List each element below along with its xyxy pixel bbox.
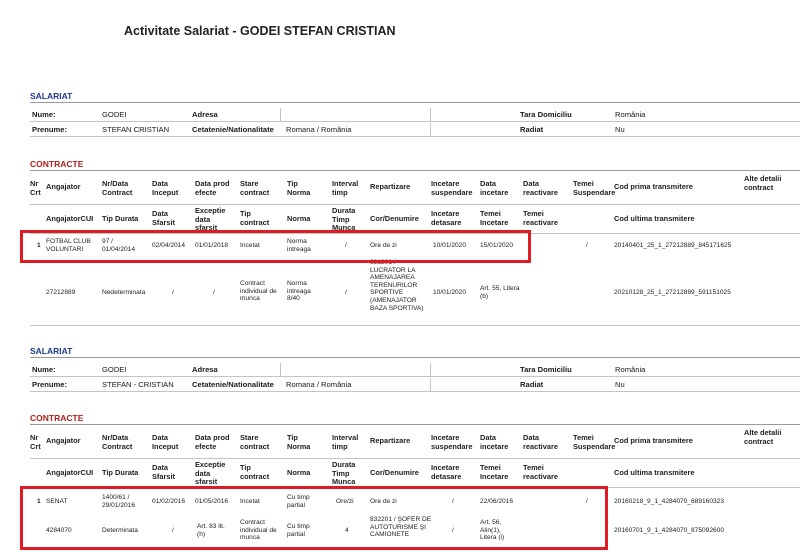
h-tip-contract: Tip contract	[240, 209, 270, 227]
h-interval-timp: Interval timp	[332, 179, 359, 197]
value-tara: România	[615, 110, 646, 119]
cell-incetare-det: 10/01/2020	[433, 289, 467, 296]
h-temei-reactivare: Temei reactivare	[523, 209, 558, 227]
label-radiat: Radiat	[520, 380, 544, 389]
section-salariat: SALARIAT	[30, 346, 800, 358]
cell-tip-norma: Norma intreaga	[287, 238, 311, 253]
cell-cod-prima: 20140401_25_1_27212889_845171625	[614, 242, 732, 249]
table-row	[30, 236, 800, 258]
cell-data-reactivare: /	[586, 242, 588, 249]
h-nr-crt: Nr Crt	[30, 179, 41, 197]
cell-temei-incetare: Art. 56, Alin(1), Litera (i)	[480, 519, 505, 542]
label-prenume: Prenume:	[32, 125, 68, 134]
cell-data-prod: 01/05/2016	[195, 498, 229, 505]
section-contracte: CONTRACTE	[30, 159, 800, 171]
h-norma: Norma	[287, 214, 311, 223]
h-temei-incetare: Temei Incetare	[480, 209, 509, 227]
cell-cor: 832201 / ŞOFER DE AUTOTURISME ŞI CAMIONETE	[370, 516, 432, 539]
cell-tip-contract: Contract individual de munca	[240, 519, 277, 542]
h-data-prod-efecte: Data prod efecte	[195, 179, 230, 197]
h-repartizare: Repartizare	[370, 182, 411, 191]
cell-stare: Incetat	[240, 242, 260, 249]
value-cetatenie: Romana / România	[286, 125, 352, 134]
contract-header-row1	[30, 428, 800, 459]
cell-exceptie: Art. 83 lit. (h)	[197, 523, 225, 538]
cell-tip-durata: Determinata	[102, 527, 138, 534]
h-incetare-detasare: Incetare detasare	[431, 463, 462, 481]
table-row	[30, 515, 800, 552]
h-data-inceput: Data Inceput	[152, 433, 179, 451]
label-adresa: Adresa	[192, 365, 218, 374]
cell-tip-durata: Nedeterminata	[102, 289, 146, 296]
cell-tip-contract: Contract individual de munca	[240, 280, 277, 303]
cell-angajator: FOTBAL CLUB VOLUNTARI	[46, 238, 91, 253]
salariat-row-prenume	[30, 123, 800, 137]
h-data-prod-efecte: Data prod efecte	[195, 433, 230, 451]
cell-cod-prima: 20160218_9_1_4284070_689160323	[614, 498, 725, 505]
h-data-reactivare: Data reactivare	[523, 179, 558, 197]
h-tip-contract: Tip contract	[240, 463, 270, 481]
h-interval-timp: Interval timp	[332, 433, 359, 451]
label-nume: Nume:	[32, 365, 56, 374]
cell-nr-data: 1400/61 / 29/01/2016	[102, 494, 136, 509]
h-angajator-cui: AngajatorCUI	[46, 468, 94, 477]
cell-tip-norma: Cu timp partial	[287, 494, 310, 509]
cell-data-sfarsit: /	[172, 289, 174, 296]
cell-data-inceput: 01/02/2016	[152, 498, 186, 505]
section-salariat: SALARIAT	[30, 91, 800, 103]
table-row	[30, 258, 800, 326]
cell-incetare-susp: /	[452, 498, 454, 505]
section-contracte: CONTRACTE	[30, 413, 800, 425]
cell-data-prod: 01/01/2018	[195, 242, 229, 249]
h-temei-suspendare: Temei Suspendare	[573, 179, 616, 197]
h-tip-durata: Tip Durata	[102, 468, 139, 477]
value-cetatenie: Romana / România	[286, 380, 352, 389]
label-radiat: Radiat	[520, 125, 544, 134]
cell-data-reactivare: /	[586, 498, 588, 505]
h-temei-reactivare: Temei reactivare	[523, 463, 558, 481]
h-incetare-detasare: Incetare detasare	[431, 209, 462, 227]
contract-header-row2	[30, 460, 800, 488]
h-cor-denumire: Cor/Denumire	[370, 468, 419, 477]
h-nr-crt: Nr Crt	[30, 433, 41, 451]
cell-incetare-susp: 10/01/2020	[433, 242, 467, 249]
h-nr-data-contract: Nr/Data Contract	[102, 433, 133, 451]
h-durata-timp-munca: Durata Timp Munca	[332, 206, 356, 232]
page-title: Activitate Salariat - GODEI STEFAN CRISTIAN	[124, 24, 396, 38]
h-cod-prima: Cod prima transmitere	[614, 436, 693, 445]
contract-header-row1	[30, 174, 800, 205]
cell-data-sfarsit: /	[172, 527, 174, 534]
contract-header-row2	[30, 206, 800, 234]
value-tara: România	[615, 365, 646, 374]
value-prenume: STEFAN CRISTIAN	[102, 125, 170, 134]
label-tara: Tara Domiciliu	[520, 110, 572, 119]
value-nume: GODEI	[102, 110, 127, 119]
h-alte-detalii: Alte detalii contract	[744, 428, 782, 446]
cell-nr-data: 97 / 01/04/2014	[102, 238, 136, 253]
cell-cui: 4284070	[46, 527, 72, 534]
h-norma: Norma	[287, 468, 311, 477]
h-nr-data-contract: Nr/Data Contract	[102, 179, 133, 197]
h-cod-ultima: Cod ultima transmitere	[614, 214, 695, 223]
h-exceptie-data-sfarsit: Exceptie data sfarsit	[195, 460, 226, 486]
h-data-sfarsit: Data Sfarsit	[152, 209, 176, 227]
h-data-reactivare: Data reactivare	[523, 433, 558, 451]
h-incetare-suspendare: Incetare suspendare	[431, 433, 473, 451]
h-tip-durata: Tip Durata	[102, 214, 139, 223]
label-cetatenie: Cetatenie/Nationalitate	[192, 125, 274, 134]
h-angajator: Angajator	[46, 182, 81, 191]
cell-durata: 4	[345, 527, 349, 534]
h-repartizare: Repartizare	[370, 436, 411, 445]
h-angajator: Angajator	[46, 436, 81, 445]
h-cor-denumire: Cor/Denumire	[370, 214, 419, 223]
cell-stare: Incetat	[240, 498, 260, 505]
h-data-sfarsit: Data Sfarsit	[152, 463, 176, 481]
value-nume: GODEI	[102, 365, 127, 374]
h-incetare-suspendare: Incetare suspendare	[431, 179, 473, 197]
table-row	[30, 491, 800, 515]
cell-cod-ultima: 20160701_9_1_4284070_875092600	[614, 527, 725, 534]
h-data-incetare: Data incetare	[480, 433, 509, 451]
salariat-row-nume	[30, 108, 800, 122]
label-prenume: Prenume:	[32, 380, 68, 389]
cell-nr: 1	[37, 498, 41, 505]
cell-exceptie: /	[213, 289, 215, 296]
h-temei-incetare: Temei Incetare	[480, 463, 509, 481]
cell-temei-incetare: Art. 55, Litera (b)	[480, 285, 520, 300]
label-adresa: Adresa	[192, 110, 218, 119]
label-nume: Nume:	[32, 110, 56, 119]
cell-cui: 27212889	[46, 289, 76, 296]
h-exceptie-data-sfarsit: Exceptie data sfarsit	[195, 206, 226, 232]
cell-repartizare: Ore de zi	[370, 498, 397, 505]
cell-cod-ultima: 20210128_25_1_27212889_591151025	[614, 289, 731, 296]
cell-cor: 931201 / LUCRATOR LA AMENAJAREA TERENURILOR SPORTIVE (AMENAJATOR BAZA SPORTIVA)	[370, 259, 424, 312]
cell-nr: 1	[37, 242, 41, 249]
label-cetatenie: Cetatenie/Nationalitate	[192, 380, 274, 389]
cell-norma: Norma intreaga 8/40	[287, 280, 311, 303]
salariat-row-nume	[30, 363, 800, 377]
cell-angajator: SENAT	[46, 498, 68, 505]
value-radiat: Nu	[615, 380, 625, 389]
cell-durata: /	[345, 289, 347, 296]
salariat-row-prenume	[30, 378, 800, 392]
cell-data-incetare: 15/01/2020	[480, 242, 514, 249]
cell-data-inceput: 02/04/2014	[152, 242, 186, 249]
h-stare-contract: Stare contract	[240, 433, 270, 451]
h-data-incetare: Data incetare	[480, 179, 509, 197]
h-angajator-cui: AngajatorCUI	[46, 214, 94, 223]
cell-interval: /	[345, 242, 347, 249]
h-temei-suspendare: Temei Suspendare	[573, 433, 616, 451]
h-data-inceput: Data Inceput	[152, 179, 179, 197]
h-cod-ultima: Cod ultima transmitere	[614, 468, 695, 477]
cell-data-incetare: 22/06/2016	[480, 498, 514, 505]
h-tip-norma: Tip Norma	[287, 433, 311, 451]
h-tip-norma: Tip Norma	[287, 179, 311, 197]
value-radiat: Nu	[615, 125, 625, 134]
cell-norma: Cu timp partial	[287, 523, 310, 538]
h-cod-prima: Cod prima transmitere	[614, 182, 693, 191]
h-durata-timp-munca: Durata Timp Munca	[332, 460, 356, 486]
cell-interval: Ore/zi	[336, 498, 354, 505]
h-alte-detalii: Alte detalii contract	[744, 174, 782, 192]
value-prenume: STEFAN - CRISTIAN	[102, 380, 174, 389]
cell-repartizare: Ore de zi	[370, 242, 397, 249]
h-stare-contract: Stare contract	[240, 179, 270, 197]
label-tara: Tara Domiciliu	[520, 365, 572, 374]
cell-incetare-det: /	[452, 527, 454, 534]
